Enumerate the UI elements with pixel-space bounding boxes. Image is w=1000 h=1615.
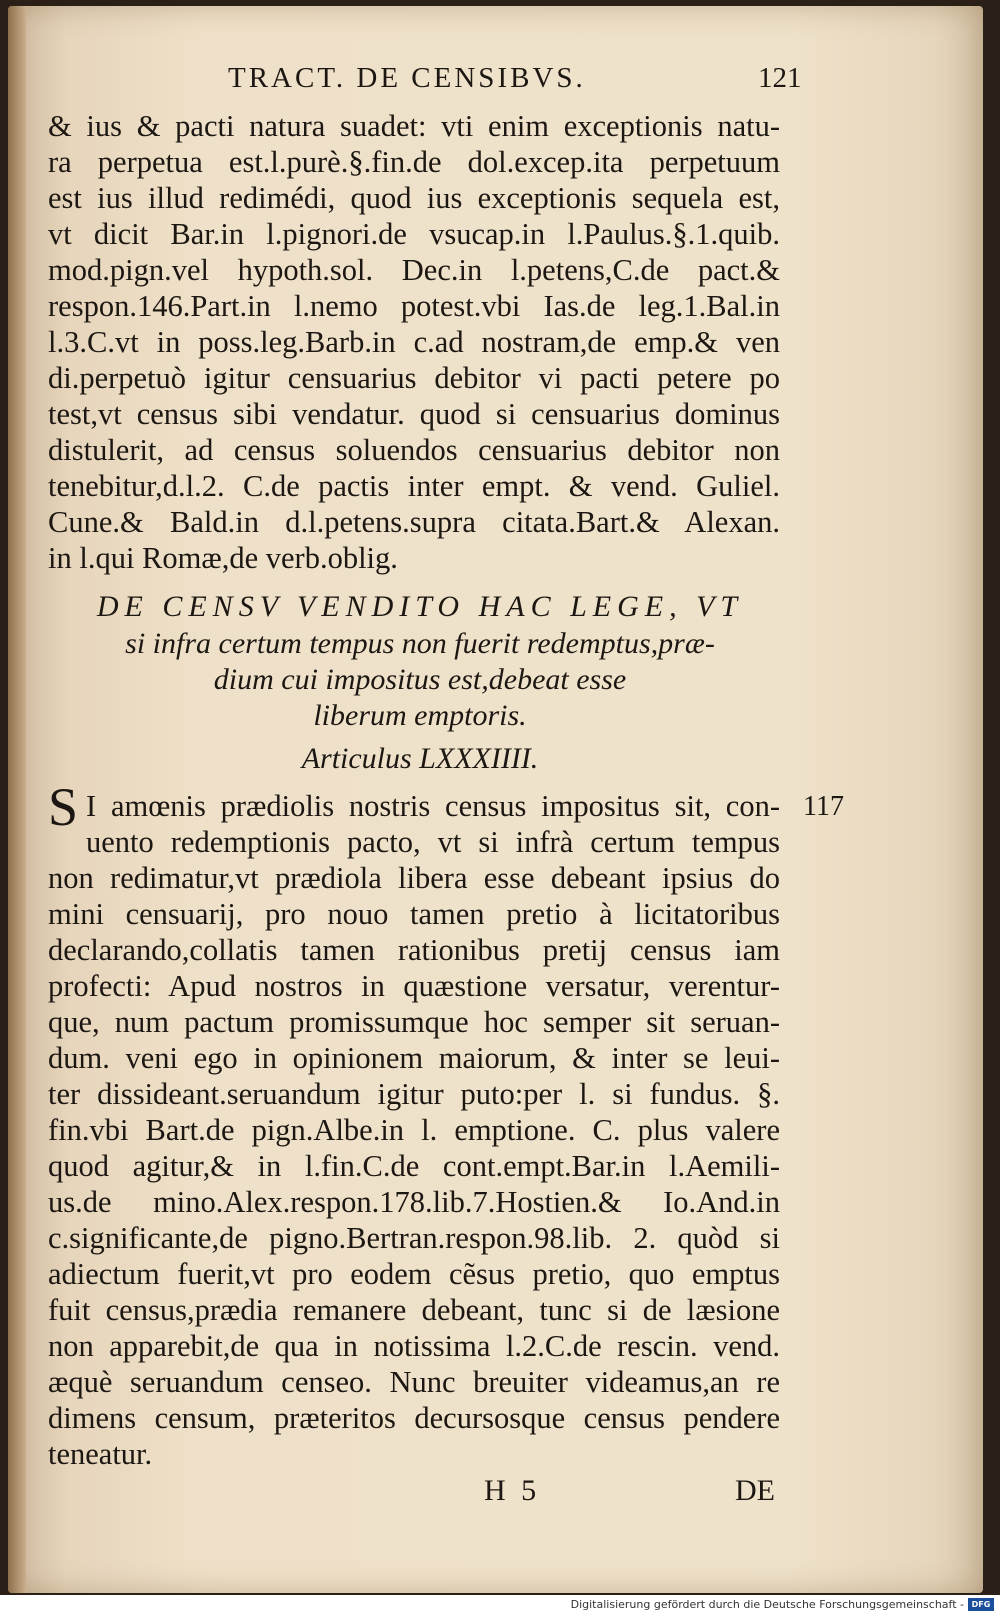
text-line: quod agitur,& in l.fin.C.de cont.empt.Bar.in l.Aemili- [48,1149,780,1183]
article-number: Articulus LXXXIIII. [301,742,539,775]
text-line: ra perpetua est.l.purè.§.fin.de dol.excep.ita perpetuum [48,145,780,179]
text-line: Cune.& Bald.in d.l.petens.supra citata.Bart.& Alexan. [48,505,780,539]
text-line: ter dissideant.seruandum igitur puto:per l. si fundus. §. [48,1077,780,1111]
text-line: est ius illud redimédi, quod ius exceptionis sequela est, [48,181,780,215]
text-line: non apparebit,de qua in notissima l.2.C.de rescin. vend. [48,1329,780,1363]
footer-credit: Digitalisierung gefördert durch die Deutsche Forschungsgemeinschaft - [570,1598,964,1611]
text-line: c.significante,de pigno.Bertran.respon.98.lib. 2. quòd si [48,1221,780,1255]
text-line: fin.vbi Bart.de pign.Albe.in l. emptione. C. plus valere [48,1113,780,1147]
article-heading-line: DE CENSV VENDITO HAC LEGE, VT [96,590,744,623]
text-line: dum. veni ego in opinionem maiorum, & inter se leui- [48,1041,780,1075]
drop-cap: S [48,777,79,837]
text-line: declarando,collatis tamen rationibus pretij census iam [48,933,780,967]
text-line: test,vt census sibi vendatur. quod si censuarius dominus [48,397,780,431]
text-line: que, num pactum promissumque hoc semper sit seruan- [48,1005,780,1039]
text-line: vt dicit Bar.in l.pignori.de vsucap.in l.Paulus.§.1.quib. [48,217,780,251]
text-line: distulerit, ad census soluendos censuarius debitor non [48,433,780,467]
article-heading-line: liberum emptoris. [313,699,527,732]
text-line: fuit census,prædia remanere debeant, tunc si de læsione [48,1293,780,1327]
text-line: æquè seruandum censeo. Nunc breuiter videamus,an re [48,1365,780,1399]
text-line: respon.146.Part.in l.nemo potest.vbi Ias.de leg.1.Bal.in [48,289,780,323]
margin-number: 117 [803,791,844,822]
running-head: TRACT. DE CENSIBVS. [228,62,586,94]
article-heading-line: si infra certum tempus non fuerit redemptus,præ- [125,627,715,660]
signature-mark: H 5 [484,1474,541,1507]
text-line: dimens censum, præteritos decursosque census pendere [48,1401,780,1435]
text-line: us.de mino.Alex.respon.178.lib.7.Hostien.& Io.And.in [48,1185,780,1219]
text-line: adiectum fuerit,vt pro eodem cẽsus pretio, quo emptus [48,1257,780,1291]
article-heading-line: dium cui impositus est,debeat esse [213,663,627,696]
catchword: DE [735,1474,775,1507]
text-line: & ius & pacti natura suadet: vti enim exceptionis natu- [48,109,780,143]
text-line: di.perpetuò igitur censuarius debitor vi pacti petere po [48,361,780,395]
text-line: l.3.C.vt in poss.leg.Barb.in c.ad nostram,de emp.& ven [48,325,780,359]
page-gutter-edge [8,6,26,1593]
text-line: tenebitur,d.l.2. C.de pactis inter empt. & vend. Guliel. [48,469,780,503]
text-line: mini censuarij, pro nouo tamen pretio à licitatoribus [48,897,780,931]
folio-number: 121 [758,62,802,94]
dfg-logo: DFG [968,1598,994,1611]
text-line: teneatur. [48,1437,153,1471]
text-line: uento redemptionis pacto, vt si infrà certum tempus [86,825,780,859]
text-line: mod.pign.vel hypoth.sol. Dec.in l.petens,C.de pact.& [48,253,780,287]
text-line: I amœnis prædiolis nostris census impositus sit, con- [86,789,780,823]
text-line: non redimatur,vt prædiola libera esse debeant ipsius do [48,861,780,895]
text-line: in l.qui Romæ,de verb.oblig. [48,541,398,575]
text-line: profecti: Apud nostros in quæstione versatur, verentur- [48,969,780,1003]
